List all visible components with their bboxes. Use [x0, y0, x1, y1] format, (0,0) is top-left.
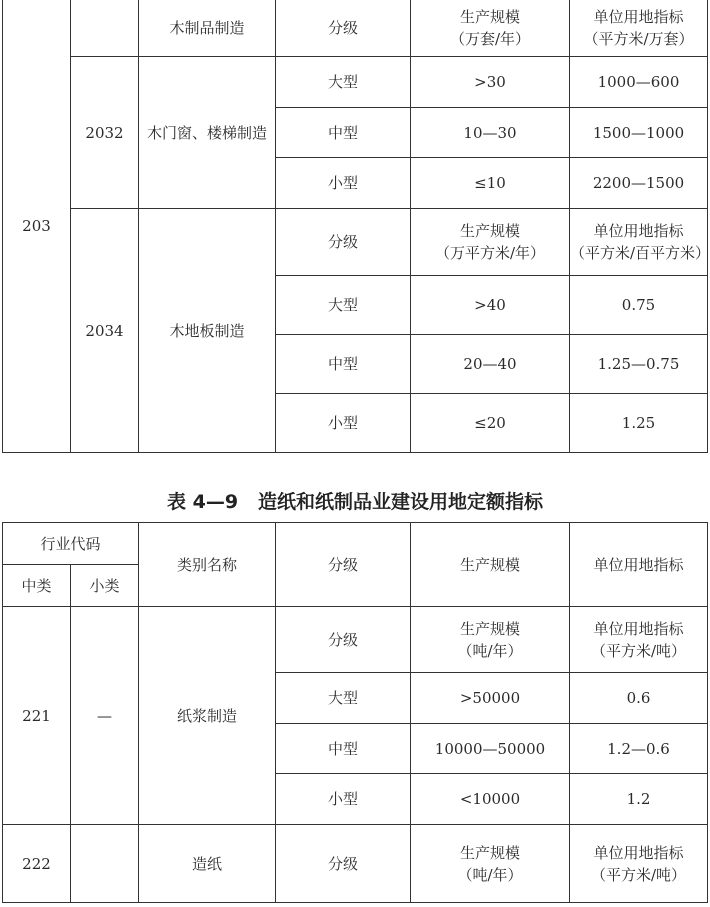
- scale-cell: >40: [411, 276, 570, 335]
- mid-code-cell: 222: [3, 825, 71, 903]
- level-header-cell: 分级: [276, 825, 411, 903]
- index-cell: 1.25: [570, 394, 708, 453]
- scale-header-cell: 生产规模 （吨/年）: [411, 607, 570, 673]
- scale-header-cell: 生产规模 （吨/年）: [411, 825, 570, 903]
- scale-cell: <10000: [411, 774, 570, 825]
- index-cell: 1500—1000: [570, 108, 708, 158]
- small-code-cell: —: [71, 607, 139, 825]
- small-class-header: 小类: [71, 565, 139, 607]
- index-cell: 0.6: [570, 673, 708, 724]
- level-cell: 中型: [276, 108, 411, 158]
- index-header: 单位用地指标: [570, 523, 708, 607]
- scale-cell: >50000: [411, 673, 570, 724]
- level-cell: 中型: [276, 724, 411, 774]
- scale-cell: ≤10: [411, 158, 570, 209]
- category-name-cell: 木地板制造: [139, 209, 276, 453]
- index-cell: 1.25—0.75: [570, 335, 708, 394]
- level-cell: 小型: [276, 158, 411, 209]
- land-quota-table-paper: [2, 522, 708, 903]
- mid-code-cell: 203: [3, 0, 71, 453]
- industry-code-header: 行业代码: [3, 523, 139, 565]
- scale-header-cell: 生产规模 （万平方米/年）: [411, 209, 570, 276]
- index-header-cell: 单位用地指标 （平方米/吨）: [570, 607, 708, 673]
- index-header-cell: 单位用地指标 （平方米/百平方米）: [570, 209, 708, 276]
- scale-header: 生产规模: [411, 523, 570, 607]
- category-header: 类别名称: [139, 523, 276, 607]
- scale-cell: ≤20: [411, 394, 570, 453]
- index-cell: 0.75: [570, 276, 708, 335]
- table-title: 造纸和纸制品业建设用地定额指标: [257, 491, 543, 513]
- index-header-cell: 单位用地指标 （平方米/万套）: [570, 0, 708, 57]
- level-cell: 小型: [276, 394, 411, 453]
- level-header-cell: 分级: [276, 209, 411, 276]
- level-header: 分级: [276, 523, 411, 607]
- table-caption: [0, 487, 710, 517]
- index-cell: 2200—1500: [570, 158, 708, 209]
- level-cell: 大型: [276, 57, 411, 108]
- small-code-cell-blank: [71, 0, 139, 57]
- small-code-cell-blank: [71, 825, 139, 903]
- mid-code-cell: 221: [3, 607, 71, 825]
- level-cell: 大型: [276, 673, 411, 724]
- category-name-cell: 纸浆制造: [139, 607, 276, 825]
- level-header-cell: 分级: [276, 0, 411, 57]
- small-code-cell: 2034: [71, 209, 139, 453]
- index-cell: 1.2: [570, 774, 708, 825]
- mid-class-header: 中类: [3, 565, 71, 607]
- level-header-cell: 分级: [276, 607, 411, 673]
- scale-cell: >30: [411, 57, 570, 108]
- scale-cell: 10—30: [411, 108, 570, 158]
- index-cell: 1.2—0.6: [570, 724, 708, 774]
- land-quota-table-wood: [2, 0, 708, 453]
- small-code-cell: 2032: [71, 57, 139, 209]
- category-name-cell: 造纸: [139, 825, 276, 903]
- index-cell: 1000—600: [570, 57, 708, 108]
- level-cell: 中型: [276, 335, 411, 394]
- scale-cell: 20—40: [411, 335, 570, 394]
- table-number: 表 4—9: [167, 491, 239, 513]
- category-name-cell: 木门窗、楼梯制造: [139, 57, 276, 209]
- scale-cell: 10000—50000: [411, 724, 570, 774]
- level-cell: 小型: [276, 774, 411, 825]
- category-name-cell: 木制品制造: [139, 0, 276, 57]
- index-header-cell: 单位用地指标 （平方米/吨）: [570, 825, 708, 903]
- scale-header-cell: 生产规模 （万套/年）: [411, 0, 570, 57]
- level-cell: 大型: [276, 276, 411, 335]
- caption-gap: [238, 491, 258, 513]
